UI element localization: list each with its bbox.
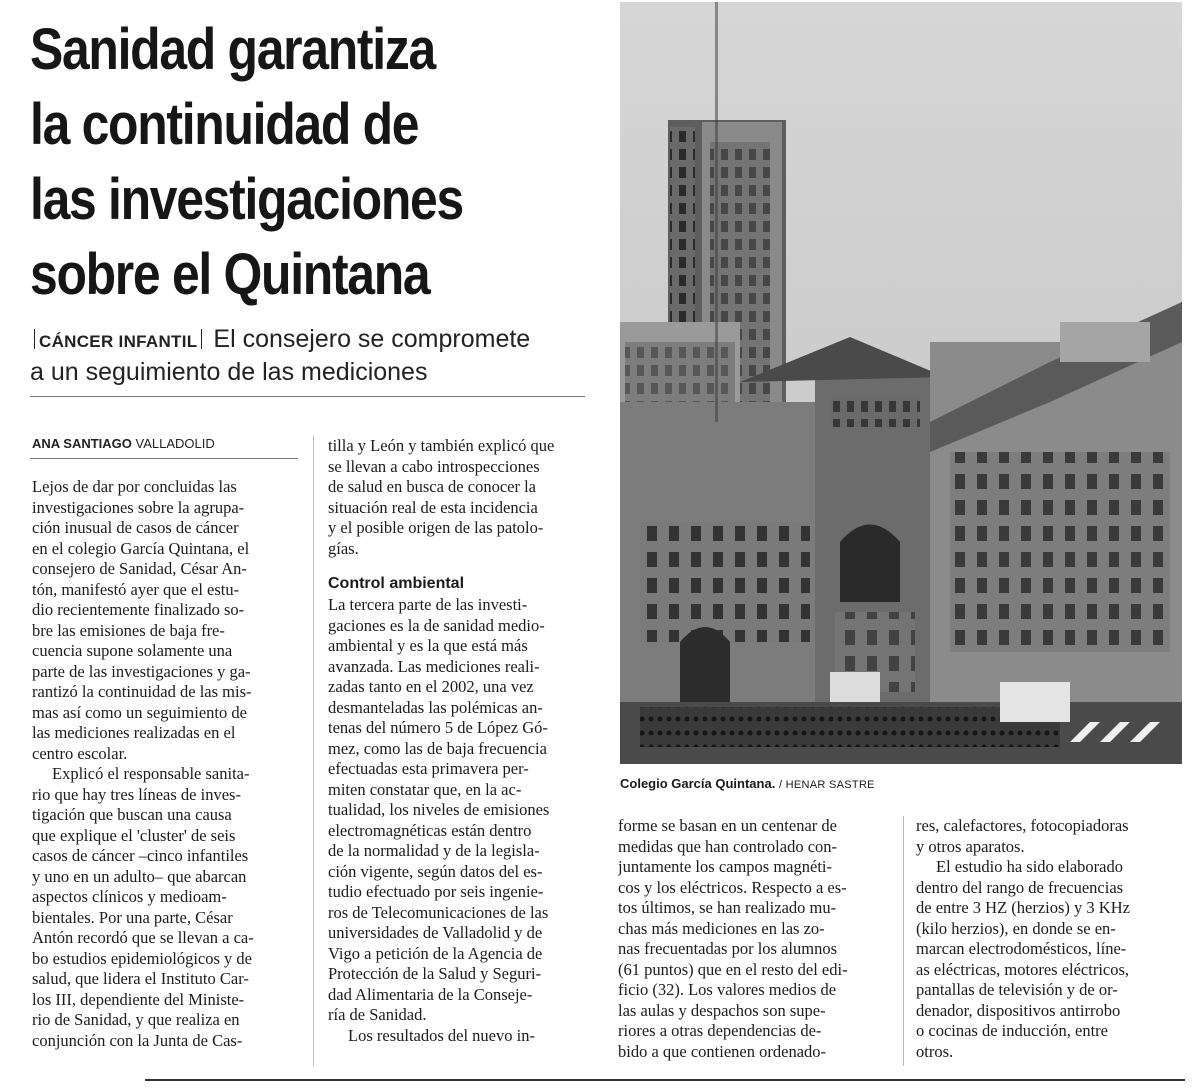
column-divider	[903, 816, 904, 1066]
kicker-divider	[34, 329, 35, 349]
text-line: Lejos de dar por concluidas las	[32, 477, 237, 496]
text-line: Antón recordó que se llevan a ca-	[32, 928, 254, 947]
byline-rule	[30, 458, 298, 459]
headline-line: sobre el Quintana	[30, 242, 430, 307]
text-line: ambiental y es la que está más	[328, 636, 528, 655]
text-line: rio que hay tres líneas de inves-	[32, 784, 241, 804]
text-line: tualidad, los niveles de emisiones	[328, 800, 550, 819]
text-line: cuencia supone solamente una	[32, 641, 233, 660]
column-2-body-text	[328, 595, 596, 1046]
text-line: de entre 3 HZ (herzios) y 3 KHz	[916, 898, 1130, 917]
text-line: tigación que buscan una causa	[32, 805, 232, 824]
headline	[30, 12, 529, 312]
text-line: ros de Telecomunicaciones de las	[328, 902, 549, 922]
text-line: denador, dispositivos antirrobo	[916, 1000, 1121, 1020]
text-line: nas frecuentadas por los alumnos	[618, 939, 838, 958]
text-line: Los resultados del nuevo in-	[348, 1025, 535, 1045]
text-line: electromagnéticas están dentro	[328, 820, 532, 840]
text-line: medidas que han controlado con-	[618, 836, 838, 856]
text-line: mez, como las de baja frecuencia	[328, 738, 547, 758]
photo-caption	[620, 776, 875, 791]
text-line: chas más mediciones en las zo-	[618, 918, 825, 938]
building-photo-illustration	[620, 2, 1182, 764]
text-line: Vigo a petición de la Agencia de	[328, 943, 543, 963]
text-line: El estudio ha sido elaborado	[936, 857, 1123, 876]
headline-line: Sanidad garantiza	[30, 17, 435, 82]
subhead-line-1	[30, 324, 590, 357]
text-line: o cocinas de inducción, entre	[916, 1021, 1108, 1040]
text-line: de la normalidad y de la legisla-	[328, 841, 540, 860]
text-line: se llevan a cabo introspecciones	[328, 456, 540, 476]
text-line: y uno en un adulto– que abarcan	[32, 866, 247, 886]
text-line: (61 puntos) que en el resto del edi-	[618, 959, 848, 979]
text-line: rantizó la continuidad de las mis-	[32, 682, 252, 701]
text-line: miten constatar que, en la ac-	[328, 779, 522, 799]
text-line: pantallas de televisión y de or-	[916, 980, 1118, 999]
text-line: situación real de esta incidencia	[328, 497, 538, 517]
text-line: gías.	[328, 538, 359, 558]
byline	[32, 436, 215, 451]
text-line: tenas del número 5 de López Gó-	[328, 718, 548, 737]
text-line: tilla y León y también explicó que	[328, 436, 555, 455]
text-line: las mediciones realizadas en el	[32, 723, 236, 742]
text-line: de salud en busca de conocer la	[328, 477, 536, 496]
text-line: res, calefactores, fotocopiadoras	[916, 816, 1129, 835]
text-line: efectuadas esta primavera per-	[328, 759, 529, 778]
column-2-top-text	[328, 436, 596, 559]
text-line: forme se basan en un centenar de	[618, 816, 837, 835]
subhead-text: El consejero se compromete	[213, 325, 531, 353]
text-line: Explicó el responsable sanita-	[52, 764, 250, 783]
text-line: conjunción con la Junta de Cas-	[32, 1030, 243, 1050]
text-line: otros.	[916, 1041, 954, 1061]
text-line: aspectos clínicos y medioam-	[32, 887, 227, 906]
text-line: salud, que lidera el Instituto Car-	[32, 969, 249, 988]
photo-caption-text: Colegio García Quintana.	[620, 776, 776, 791]
byline-author: ANA SANTIAGO	[32, 436, 132, 451]
text-line: ría de Sanidad.	[328, 1005, 427, 1024]
text-line: gaciones es la de sanidad medio-	[328, 615, 545, 635]
text-line: bre las emisiones de baja fre-	[32, 620, 225, 640]
text-line: consejero de Sanidad, César An-	[32, 559, 247, 578]
kicker-divider	[201, 329, 202, 349]
text-line: y el posible origen de las patolo-	[328, 518, 544, 537]
body-column-4	[916, 816, 1188, 1062]
text-line: ficio (32). Los valores medios de	[618, 980, 837, 999]
text-line: bido a que contienen ordenado-	[618, 1041, 827, 1061]
section-heading: Control ambiental	[328, 575, 465, 592]
byline-place: VALLADOLID	[135, 436, 215, 451]
section-kicker: CÁNCER INFANTIL	[39, 332, 198, 351]
text-line: las aulas y despachos son supe-	[618, 1000, 826, 1020]
photo-credit: / HENAR SASTRE	[778, 779, 875, 791]
text-line: parte de las investigaciones y ga-	[32, 661, 251, 681]
text-line: mas así como un seguimiento de	[32, 702, 247, 722]
subhead-rule	[30, 396, 585, 397]
text-line: tos últimos, se han realizado mu-	[618, 898, 837, 917]
text-line: cos y los eléctricos. Respecto a es-	[618, 877, 847, 897]
article-photo	[620, 2, 1182, 764]
text-line: bo estudios epidemiológicos y de	[32, 948, 252, 968]
text-line: y otros aparatos.	[916, 836, 1025, 856]
text-line: La tercera parte de las investi-	[328, 595, 528, 614]
text-line: riores a otras dependencias de-	[618, 1021, 822, 1040]
column-divider	[313, 436, 314, 1066]
text-line: tudio efectuado por seis ingenie-	[328, 882, 544, 901]
text-line: investigaciones sobre la agrupa-	[32, 497, 245, 517]
text-line: tón, manifestó ayer que el estu-	[32, 579, 240, 599]
text-line: casos de cáncer –cinco infantiles	[32, 846, 249, 865]
text-line: dio recientemente finalizado so-	[32, 600, 245, 619]
text-line: dentro del rango de frecuencias	[916, 877, 1124, 897]
text-line: dad Alimentaria de la Conseje-	[328, 984, 533, 1004]
page-bottom-rule	[145, 1079, 1185, 1081]
body-column-1	[32, 477, 302, 1051]
text-line: ción inusual de casos de cáncer	[32, 518, 239, 537]
text-line: en el colegio García Quintana, el	[32, 538, 250, 558]
body-column-3	[618, 816, 890, 1062]
text-line: marcan electrodomésticos, líne-	[916, 939, 1127, 958]
text-line: los III, dependiente del Ministe-	[32, 989, 245, 1009]
text-line: juntamente los campos magnéti-	[618, 857, 832, 876]
text-line: desmanteladas las polémicas an-	[328, 697, 543, 717]
body-column-2	[328, 436, 596, 1046]
text-line: bientales. Por una parte, César	[32, 907, 233, 927]
text-line: universidades de Valladolid y de	[328, 923, 543, 942]
subhead-text: a un seguimiento de las mediciones	[30, 358, 428, 386]
headline-line: la continuidad de	[30, 92, 419, 157]
text-line: Protección de la Salud y Seguri-	[328, 964, 542, 983]
headline-line: las investigaciones	[30, 167, 463, 232]
text-line: (kilo herzios), en donde se en-	[916, 918, 1116, 938]
text-line: avanzada. Las mediciones reali-	[328, 656, 540, 676]
text-line: as eléctricas, motores eléctricos,	[916, 959, 1130, 979]
text-line: que explique el 'cluster' de seis	[32, 825, 236, 845]
text-line: rio de Sanidad, y que realiza en	[32, 1010, 240, 1029]
subheadline	[30, 324, 590, 388]
text-line: zadas tanto en el 2002, una vez	[328, 677, 534, 696]
text-line: centro escolar.	[32, 743, 128, 763]
text-line: ción vigente, según datos del es-	[328, 861, 543, 881]
